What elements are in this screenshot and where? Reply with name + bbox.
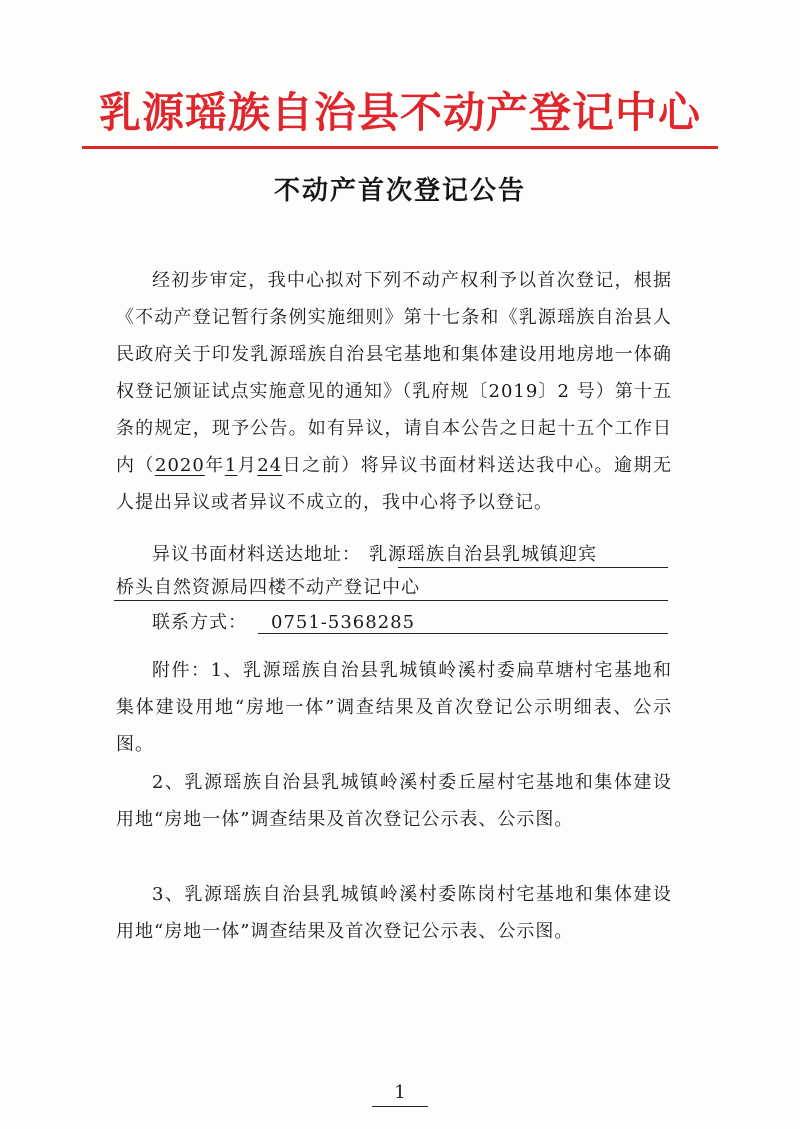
- address-underline-1: [398, 567, 668, 568]
- org-title: 乳源瑶族自治县不动产登记中心: [98, 88, 701, 137]
- contact-label: 联系方式：: [152, 612, 247, 633]
- month-char: 月: [237, 455, 258, 476]
- deadline-day: 24: [257, 455, 283, 476]
- contact-value: 0751-5368285: [271, 612, 416, 633]
- page-number-rule: [372, 1106, 428, 1107]
- header-red-rule: [82, 146, 718, 149]
- contact-block: [116, 604, 672, 641]
- address-block: [116, 538, 672, 604]
- address-underline-2: [114, 600, 668, 601]
- address-value-line1: 乳源瑶族自治县乳城镇迎宾: [369, 544, 597, 565]
- notice-paragraph: [116, 262, 672, 521]
- attachment-3: 3、乳源瑶族自治县乳城镇岭溪村委陈岗村宅基地和集体建设用地“房地一体”调查结果及首次登记公示表、公示图。: [116, 884, 672, 942]
- document-title: 不动产首次登记公告: [273, 176, 526, 206]
- address-label: 异议书面材料送达地址：: [152, 544, 361, 565]
- attachment-1: 附件：1、乳源瑶族自治县乳城镇岭溪村委扁草塘村宅基地和集体建设用地“房地一体”调查结果及首次登记公示明细表、公示图。: [116, 660, 672, 755]
- page-number: 1: [394, 1082, 406, 1103]
- year-char: 年: [204, 455, 225, 476]
- deadline-month: 1: [224, 455, 238, 476]
- deadline-year: 2020: [155, 455, 205, 476]
- attachment-2: 2、乳源瑶族自治县乳城镇岭溪村委丘屋村宅基地和集体建设用地“房地一体”调查结果及首次登记公示表、公示图。: [116, 772, 672, 830]
- address-value-line2: 桥头自然资源局四楼不动产登记中心: [116, 577, 420, 598]
- notice-text-pre: 经初步审定，我中心拟对下列不动产权利予以首次登记，根据《不动产登记暂行条例实施细则》第十七条和《乳源瑶族自治县人民政府关于印发乳源瑶族自治县宅基地和集体建设用地房地一体确权登记颁证试点实施意见的通知》（乳府规〔2019〕2 号）第十五条的规定，现予公告。如有异议，请自本公告之日起十五个工作日内（: [116, 270, 672, 476]
- contact-underline: [258, 633, 668, 634]
- notice-text-post: 日之前）将异议书面材料送达我中心。逾期无人提出异议或者异议不成立的，我中心将予以登记。: [116, 455, 673, 513]
